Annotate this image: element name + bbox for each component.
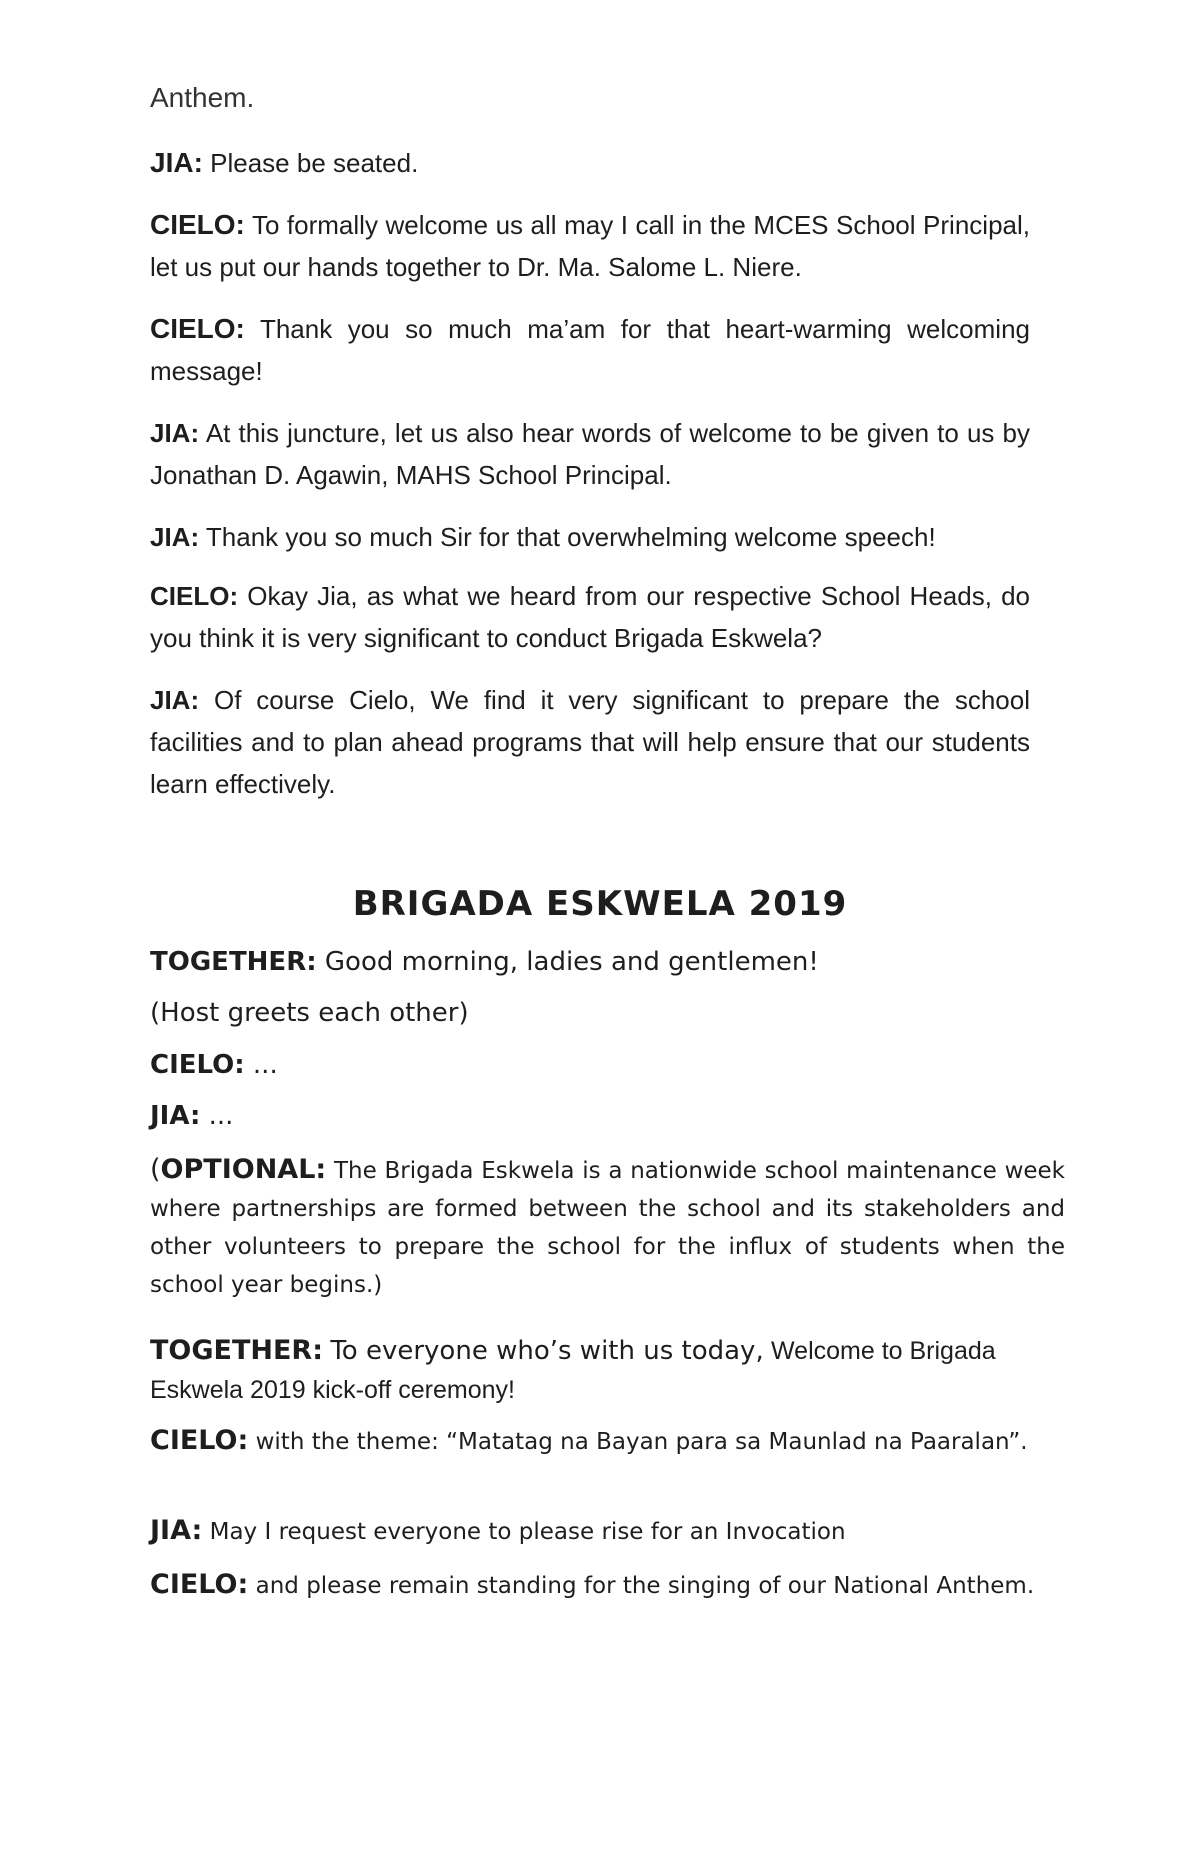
dialogue-text: Good morning, ladies and gentlemen!	[324, 947, 819, 977]
speaker-label: CIELO:	[150, 1425, 249, 1456]
dialogue-line	[150, 142, 1030, 184]
speaker-label: JIA:	[150, 418, 200, 448]
dialogue-line	[150, 679, 1030, 805]
dialogue-text: Thank you so much ma’am for that heart-warming welcoming message!	[150, 314, 1030, 386]
dialogue-line	[150, 575, 1030, 659]
dialogue-line	[150, 1096, 1070, 1136]
speaker-label: JIA:	[150, 522, 200, 552]
dialogue-line	[150, 308, 1030, 392]
section-title: BRIGADA ESKWELA 2019	[352, 884, 848, 924]
speaker-label: CIELO:	[150, 1569, 249, 1600]
speaker-label: TOGETHER:	[150, 947, 317, 977]
speaker-label: CIELO:	[150, 209, 245, 240]
dialogue-line	[150, 1045, 1070, 1085]
dialogue-text: Thank you so much Sir for that overwhelming welcome speech!	[205, 522, 936, 552]
dialogue-text: ...	[208, 1101, 234, 1131]
speaker-label: JIA:	[150, 685, 200, 715]
dialogue-text-continued: Welcome to Brigada Eskwela 2019 kick-off ceremony!	[150, 1337, 996, 1404]
dialogue-line	[150, 204, 1030, 288]
dialogue-line	[150, 1512, 1070, 1551]
dialogue-text: Okay Jia, as what we heard from our respective School Heads, do you think it is very significant to conduct Brigada Eskwela?	[150, 581, 1030, 653]
speaker-label: OPTIONAL:	[160, 1154, 327, 1185]
dialogue-text: The Brigada Eskwela is a nationwide school maintenance week where partnerships are formed between the school and its stakeholders and other volunteers to prepare the school for the influx of students when the school year begins.)	[150, 1158, 1065, 1298]
dialogue-text: To formally welcome us all may I call in the MCES School Principal, let us put our hands together to Dr. Ma. Salome L. Niere.	[150, 210, 1030, 282]
dialogue-line	[150, 412, 1030, 496]
speaker-label: JIA:	[150, 1515, 203, 1546]
speaker-label: TOGETHER:	[150, 1335, 324, 1366]
optional-note	[150, 1151, 1065, 1304]
dialogue-text: To everyone who’s with us today,	[330, 1336, 764, 1366]
dialogue-line	[150, 516, 1030, 558]
speaker-label: JIA:	[150, 147, 203, 178]
dialogue-text: Please be seated.	[210, 148, 419, 178]
speaker-label: CIELO:	[150, 581, 239, 611]
speaker-label: CIELO:	[150, 1050, 245, 1080]
dialogue-text: May I request everyone to please rise for an Invocation	[209, 1519, 846, 1545]
dialogue-text: ...	[252, 1050, 278, 1080]
stage-direction: (Host greets each other)	[150, 998, 469, 1028]
dialogue-text: At this juncture, let us also hear words of welcome to be given to us by Jonathan D. Agawin, MAHS School Principal.	[150, 418, 1030, 490]
dialogue-text: and please remain standing for the singing of our National Anthem.	[255, 1573, 1035, 1599]
dialogue-text: Of course Cielo, We find it very significant to prepare the school facilities and to plan ahead programs that will help ensure that our students learn effectively.	[150, 685, 1030, 799]
dialogue-line	[150, 942, 1070, 982]
cut-off-line: Anthem.	[150, 82, 255, 113]
dialogue-line	[150, 1422, 1065, 1461]
open-paren: (	[150, 1154, 161, 1185]
speaker-label: CIELO:	[150, 313, 245, 344]
speaker-label: JIA:	[150, 1101, 201, 1131]
dialogue-line	[150, 1566, 1065, 1605]
dialogue-line	[150, 1332, 1070, 1410]
dialogue-text: with the theme: “Matatag na Bayan para sa Maunlad na Paaralan”.	[255, 1429, 1028, 1455]
